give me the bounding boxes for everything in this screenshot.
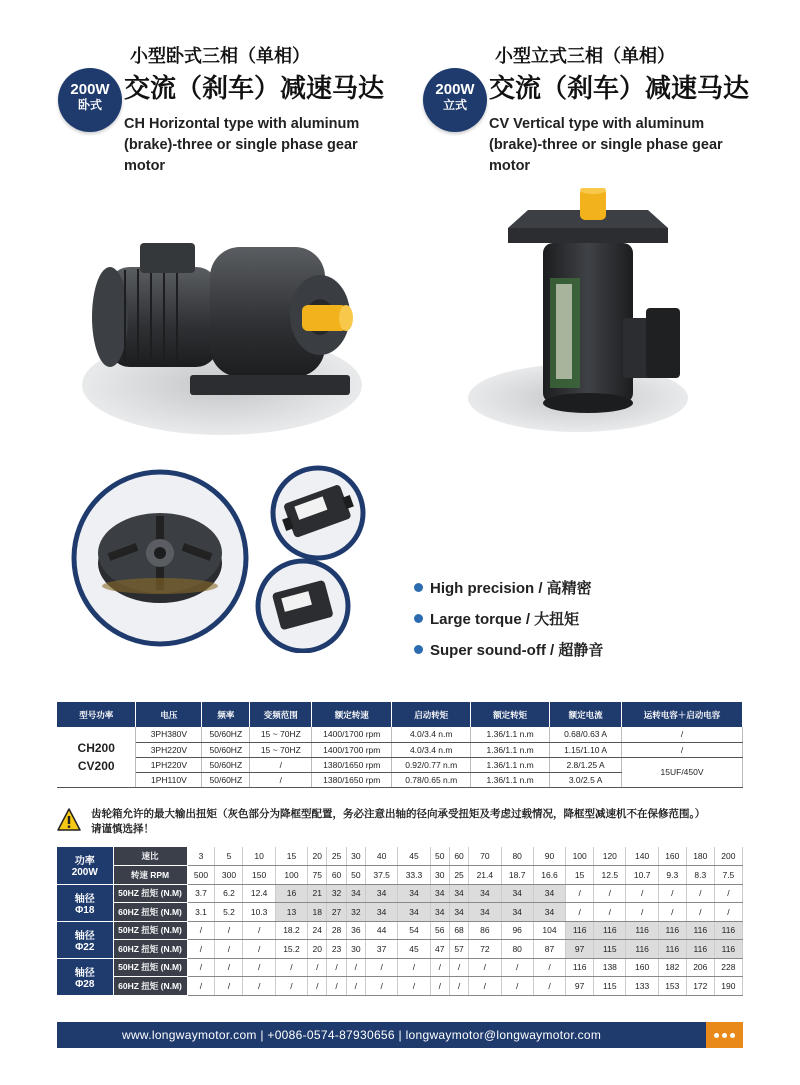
shaft-name: 轴径 [74, 930, 95, 942]
rpm-cell: 9.3 [658, 866, 686, 885]
torque-cell: / [449, 958, 468, 977]
power-header-cell [57, 847, 113, 884]
torque-cell: 182 [658, 958, 686, 977]
spec-cell: 2.8/1.25 A [550, 757, 622, 772]
torque-cell: 16 [275, 884, 307, 903]
warning-text-bold: 灰色部分为降框型配置 [227, 808, 333, 820]
ratio-cell: 40 [365, 847, 397, 866]
warning-text-b: ，务必注意出轴的径向承受扭矩及考虑过载情况，降框型减速机不在保修范围。） [332, 808, 706, 820]
torque-row [57, 921, 743, 940]
torque-cell: / [533, 977, 565, 996]
ratio-cell: 5 [215, 847, 243, 866]
spec-cell: 3PH380V [136, 727, 202, 742]
spec-header: 变频范围 [250, 702, 312, 727]
torque-cell: / [243, 940, 275, 959]
ratio-cell: 80 [501, 847, 533, 866]
torque-label: 60HZ 扭矩 (N.M) [113, 903, 187, 922]
torque-cell: 138 [594, 958, 626, 977]
torque-cell: / [594, 903, 626, 922]
torque-table [57, 847, 743, 996]
feature-list [414, 572, 603, 665]
rpm-cell: 75 [308, 866, 327, 885]
torque-cell: / [327, 977, 346, 996]
torque-cell: / [398, 958, 430, 977]
spec-row [57, 727, 743, 742]
spec-row [57, 742, 743, 757]
spec-cell: 1400/1700 rpm [312, 727, 392, 742]
spec-header: 频率 [202, 702, 250, 727]
torque-cell: 57 [449, 940, 468, 959]
spec-cell: 1400/1700 rpm [312, 742, 392, 757]
shaft-cell [57, 958, 113, 995]
torque-cell: 34 [398, 903, 430, 922]
rpm-cell: 50 [346, 866, 365, 885]
torque-cell: 32 [327, 884, 346, 903]
torque-cell: / [327, 958, 346, 977]
torque-cell: 116 [658, 921, 686, 940]
torque-cell: 68 [449, 921, 468, 940]
torque-cell: 47 [430, 940, 449, 959]
ratio-cell: 50 [430, 847, 449, 866]
vertical-gear-motor-image [468, 188, 728, 433]
rpm-cell: 60 [327, 866, 346, 885]
spec-cell: 1.36/1.1 n.m [471, 727, 550, 742]
torque-cell: 116 [594, 921, 626, 940]
spec-cell: / [250, 757, 312, 772]
torque-cell: 115 [594, 977, 626, 996]
feature-item [414, 603, 603, 634]
torque-cell: 72 [469, 940, 501, 959]
torque-cell: 116 [658, 940, 686, 959]
shaft-cell [57, 884, 113, 921]
torque-cell: 96 [501, 921, 533, 940]
spec-cell: 50/60HZ [202, 772, 250, 787]
torque-cell: / [346, 958, 365, 977]
spec-header-row [57, 702, 743, 727]
spec-cell: 1PH110V [136, 772, 202, 787]
torque-cell: / [469, 958, 501, 977]
title-small: 小型卧式三相（单相） [130, 46, 310, 66]
feature-text: Large torque / 大扭矩 [430, 611, 580, 628]
torque-cell: / [365, 977, 397, 996]
torque-row [57, 903, 743, 922]
shaft-cell [57, 921, 113, 958]
torque-cell: 3.7 [187, 884, 215, 903]
torque-cell: / [658, 903, 686, 922]
torque-cell: / [243, 921, 275, 940]
torque-cell: / [566, 903, 594, 922]
badge-power: 200W [70, 81, 110, 98]
torque-cell: / [215, 921, 243, 940]
brake-disc-image [70, 468, 250, 648]
model-name: CH200 [77, 740, 115, 755]
ratio-cell: 10 [243, 847, 275, 866]
torque-cell: 3.1 [187, 903, 215, 922]
footer-bar [57, 1022, 743, 1048]
torque-warning [57, 807, 743, 837]
torque-label: 50HZ 扭矩 (N.M) [113, 921, 187, 940]
torque-cell: / [501, 977, 533, 996]
torque-cell: 21 [308, 884, 327, 903]
ratio-cell: 45 [398, 847, 430, 866]
rectifier-boxes-image [238, 463, 368, 653]
torque-cell: 34 [346, 884, 365, 903]
spec-cell: 1.36/1.1 n.m [471, 772, 550, 787]
torque-cell: / [308, 958, 327, 977]
torque-cell: / [501, 958, 533, 977]
torque-cell: 56 [430, 921, 449, 940]
torque-cell: 20 [308, 940, 327, 959]
torque-cell: 37 [365, 940, 397, 959]
feature-item [414, 572, 603, 603]
spec-cell: 3.0/2.5 A [550, 772, 622, 787]
torque-cell: 13 [275, 903, 307, 922]
bullet-icon [414, 645, 423, 654]
rpm-cell: 37.5 [365, 866, 397, 885]
rpm-cell: 16.6 [533, 866, 565, 885]
torque-cell: 34 [449, 884, 468, 903]
spec-header: 型号功率 [57, 702, 136, 727]
shaft-name: 轴径 [74, 967, 95, 979]
torque-cell: 116 [686, 940, 714, 959]
rpm-cell: 7.5 [714, 866, 742, 885]
shaft-size: Φ18 [75, 904, 95, 916]
spec-cell: 1PH220V [136, 757, 202, 772]
rpm-cell: 21.4 [469, 866, 501, 885]
badge-type: 卧式 [77, 98, 102, 112]
torque-cell: 15.2 [275, 940, 307, 959]
torque-cell: / [243, 958, 275, 977]
torque-cell: / [187, 921, 215, 940]
power-value: 200W [71, 867, 98, 879]
spec-cell: / [250, 772, 312, 787]
spec-cell: / [622, 742, 743, 757]
feature-item [414, 634, 603, 665]
torque-cell: 36 [346, 921, 365, 940]
torque-cell: 23 [327, 940, 346, 959]
rpm-cell: 18.7 [501, 866, 533, 885]
title-english: CV Vertical type with aluminum (brake)-three or single phase gear motor [489, 116, 723, 174]
bullet-icon [414, 614, 423, 623]
torque-cell: 5.2 [215, 903, 243, 922]
spec-cell: 0.68/0.63 A [550, 727, 622, 742]
title-english: CH Horizontal type with aluminum (brake)-three or single phase gear motor [124, 116, 360, 174]
spec-cell: 1380/1650 rpm [312, 757, 392, 772]
torque-cell: 228 [714, 958, 742, 977]
torque-cell: 34 [533, 903, 565, 922]
warning-text [91, 807, 705, 837]
spec-cell: 1380/1650 rpm [312, 772, 392, 787]
spec-cell: 1.36/1.1 n.m [471, 742, 550, 757]
torque-label: 50HZ 扭矩 (N.M) [113, 884, 187, 903]
rpm-cell: 30 [430, 866, 449, 885]
torque-cell: 44 [365, 921, 397, 940]
torque-cell: 18.2 [275, 921, 307, 940]
torque-cell: / [594, 884, 626, 903]
torque-cell: 34 [501, 903, 533, 922]
torque-cell: / [187, 958, 215, 977]
spec-cell: 1.36/1.1 n.m [471, 757, 550, 772]
torque-cell: / [215, 977, 243, 996]
torque-cell: / [533, 958, 565, 977]
torque-cell: 34 [469, 884, 501, 903]
spec-table [57, 702, 743, 788]
badge-type: 立式 [442, 98, 467, 112]
spec-header: 额定转矩 [471, 702, 550, 727]
ratio-cell: 140 [626, 847, 658, 866]
torque-cell: 10.3 [243, 903, 275, 922]
torque-cell: 116 [566, 958, 594, 977]
torque-cell: 97 [566, 940, 594, 959]
spec-cell: 4.0/3.4 n.m [392, 742, 471, 757]
rpm-cell: 15 [566, 866, 594, 885]
torque-cell: 34 [365, 903, 397, 922]
torque-cell: / [398, 977, 430, 996]
ratio-cell: 60 [449, 847, 468, 866]
torque-cell: 54 [398, 921, 430, 940]
torque-cell: 34 [430, 903, 449, 922]
more-dots-icon [706, 1022, 743, 1048]
spec-cell: 15UF/450V [622, 757, 743, 787]
ratio-cell: 160 [658, 847, 686, 866]
torque-cell: 97 [566, 977, 594, 996]
spec-cell: 4.0/3.4 n.m [392, 727, 471, 742]
badge-power: 200W [435, 81, 475, 98]
rpm-cell: 500 [187, 866, 215, 885]
ratio-row [57, 847, 743, 866]
shaft-size: Φ22 [75, 941, 95, 953]
torque-cell: / [215, 958, 243, 977]
ratio-label: 速比 [113, 847, 187, 866]
power-badge-horizontal [58, 68, 122, 132]
rpm-row [57, 866, 743, 885]
model-name: CV200 [77, 758, 115, 773]
bullet-icon [414, 583, 423, 592]
torque-cell: 116 [686, 921, 714, 940]
footer-contact: www.longwaymotor.com | +0086-0574-87930656 | longwaymotor@longwaymotor.com [122, 1028, 602, 1042]
rpm-cell: 100 [275, 866, 307, 885]
torque-cell: / [469, 977, 501, 996]
power-label: 功率 [74, 856, 95, 868]
torque-cell: / [215, 940, 243, 959]
torque-cell: 45 [398, 940, 430, 959]
torque-cell: 34 [501, 884, 533, 903]
spec-header: 额定电流 [550, 702, 622, 727]
torque-row [57, 977, 743, 996]
torque-cell: / [686, 884, 714, 903]
title-big: 交流（刹车）减速马达 [489, 73, 750, 103]
torque-cell: / [187, 977, 215, 996]
torque-cell: / [346, 977, 365, 996]
torque-cell: 30 [346, 940, 365, 959]
feature-text: Super sound-off / 超静音 [430, 642, 604, 659]
ratio-cell: 120 [594, 847, 626, 866]
torque-cell: 24 [308, 921, 327, 940]
spec-row [57, 757, 743, 772]
torque-cell: 32 [346, 903, 365, 922]
torque-label: 60HZ 扭矩 (N.M) [113, 940, 187, 959]
title-big: 交流（刹车）减速马达 [124, 73, 385, 103]
rpm-cell: 12.5 [594, 866, 626, 885]
torque-cell: / [365, 958, 397, 977]
warning-text-c: 请谨慎选择！ [91, 823, 154, 835]
torque-cell: 28 [327, 921, 346, 940]
torque-label: 50HZ 扭矩 (N.M) [113, 958, 187, 977]
spec-cell: 50/60HZ [202, 727, 250, 742]
spec-cell: 15 ~ 70HZ [250, 742, 312, 757]
horizontal-gear-motor-image [80, 225, 365, 435]
torque-cell: 104 [533, 921, 565, 940]
torque-cell: 34 [430, 884, 449, 903]
torque-cell: / [430, 977, 449, 996]
torque-label: 60HZ 扭矩 (N.M) [113, 977, 187, 996]
ratio-cell: 25 [327, 847, 346, 866]
rpm-cell: 10.7 [626, 866, 658, 885]
torque-cell: 87 [533, 940, 565, 959]
torque-cell: 153 [658, 977, 686, 996]
spec-cell: 0.78/0.65 n.m [392, 772, 471, 787]
spec-cell: 1.15/1.10 A [550, 742, 622, 757]
torque-cell: 34 [533, 884, 565, 903]
torque-cell: / [626, 903, 658, 922]
torque-row [57, 940, 743, 959]
torque-cell: 115 [594, 940, 626, 959]
torque-cell: 34 [469, 903, 501, 922]
torque-row [57, 884, 743, 903]
torque-cell: 190 [714, 977, 742, 996]
torque-cell: 116 [626, 940, 658, 959]
torque-cell: 206 [686, 958, 714, 977]
torque-cell: / [626, 884, 658, 903]
torque-cell: 160 [626, 958, 658, 977]
spec-cell: 15 ~ 70HZ [250, 727, 312, 742]
torque-cell: / [449, 977, 468, 996]
torque-cell: / [275, 977, 307, 996]
torque-cell: 116 [566, 921, 594, 940]
rpm-cell: 8.3 [686, 866, 714, 885]
spec-cell: / [622, 727, 743, 742]
torque-cell: 133 [626, 977, 658, 996]
rpm-cell: 33.3 [398, 866, 430, 885]
torque-cell: / [187, 940, 215, 959]
torque-row [57, 958, 743, 977]
torque-cell: 80 [501, 940, 533, 959]
torque-cell: / [430, 958, 449, 977]
ratio-cell: 100 [566, 847, 594, 866]
warning-text-a: 齿轮箱允许的最大输出扭矩（ [91, 808, 228, 820]
torque-cell: 6.2 [215, 884, 243, 903]
power-badge-vertical [423, 68, 487, 132]
torque-cell: 116 [626, 921, 658, 940]
torque-cell: 116 [714, 940, 742, 959]
ratio-cell: 20 [308, 847, 327, 866]
torque-cell: / [243, 977, 275, 996]
ratio-cell: 15 [275, 847, 307, 866]
torque-cell: 18 [308, 903, 327, 922]
torque-cell: 12.4 [243, 884, 275, 903]
rpm-cell: 25 [449, 866, 468, 885]
ratio-cell: 90 [533, 847, 565, 866]
title-small: 小型立式三相（单相） [495, 46, 675, 66]
spec-cell: 3PH220V [136, 742, 202, 757]
spec-header: 运转电容＋启动电容 [622, 702, 743, 727]
torque-cell: / [658, 884, 686, 903]
feature-text: High precision / 高精密 [430, 580, 592, 597]
spec-header: 电压 [136, 702, 202, 727]
spec-cell: 50/60HZ [202, 757, 250, 772]
ratio-cell: 70 [469, 847, 501, 866]
rpm-cell: 150 [243, 866, 275, 885]
spec-cell: 0.92/0.77 n.m [392, 757, 471, 772]
torque-cell: / [714, 903, 742, 922]
torque-cell: / [275, 958, 307, 977]
torque-cell: 34 [449, 903, 468, 922]
torque-cell: 86 [469, 921, 501, 940]
ratio-cell: 200 [714, 847, 742, 866]
torque-cell: / [308, 977, 327, 996]
torque-cell: 116 [714, 921, 742, 940]
torque-cell: 27 [327, 903, 346, 922]
torque-cell: / [566, 884, 594, 903]
torque-cell: / [714, 884, 742, 903]
torque-cell: 172 [686, 977, 714, 996]
shaft-name: 轴径 [74, 893, 95, 905]
rpm-cell: 300 [215, 866, 243, 885]
rpm-label: 转速 RPM [113, 866, 187, 885]
model-cell [57, 727, 136, 787]
torque-cell: / [686, 903, 714, 922]
spec-header: 额定转速 [312, 702, 392, 727]
ratio-cell: 180 [686, 847, 714, 866]
ratio-cell: 30 [346, 847, 365, 866]
shaft-size: Φ28 [75, 978, 95, 990]
ratio-cell: 3 [187, 847, 215, 866]
warning-icon [57, 808, 81, 832]
spec-cell: 50/60HZ [202, 742, 250, 757]
spec-header: 启动转矩 [392, 702, 471, 727]
torque-cell: 34 [398, 884, 430, 903]
torque-cell: 34 [365, 884, 397, 903]
